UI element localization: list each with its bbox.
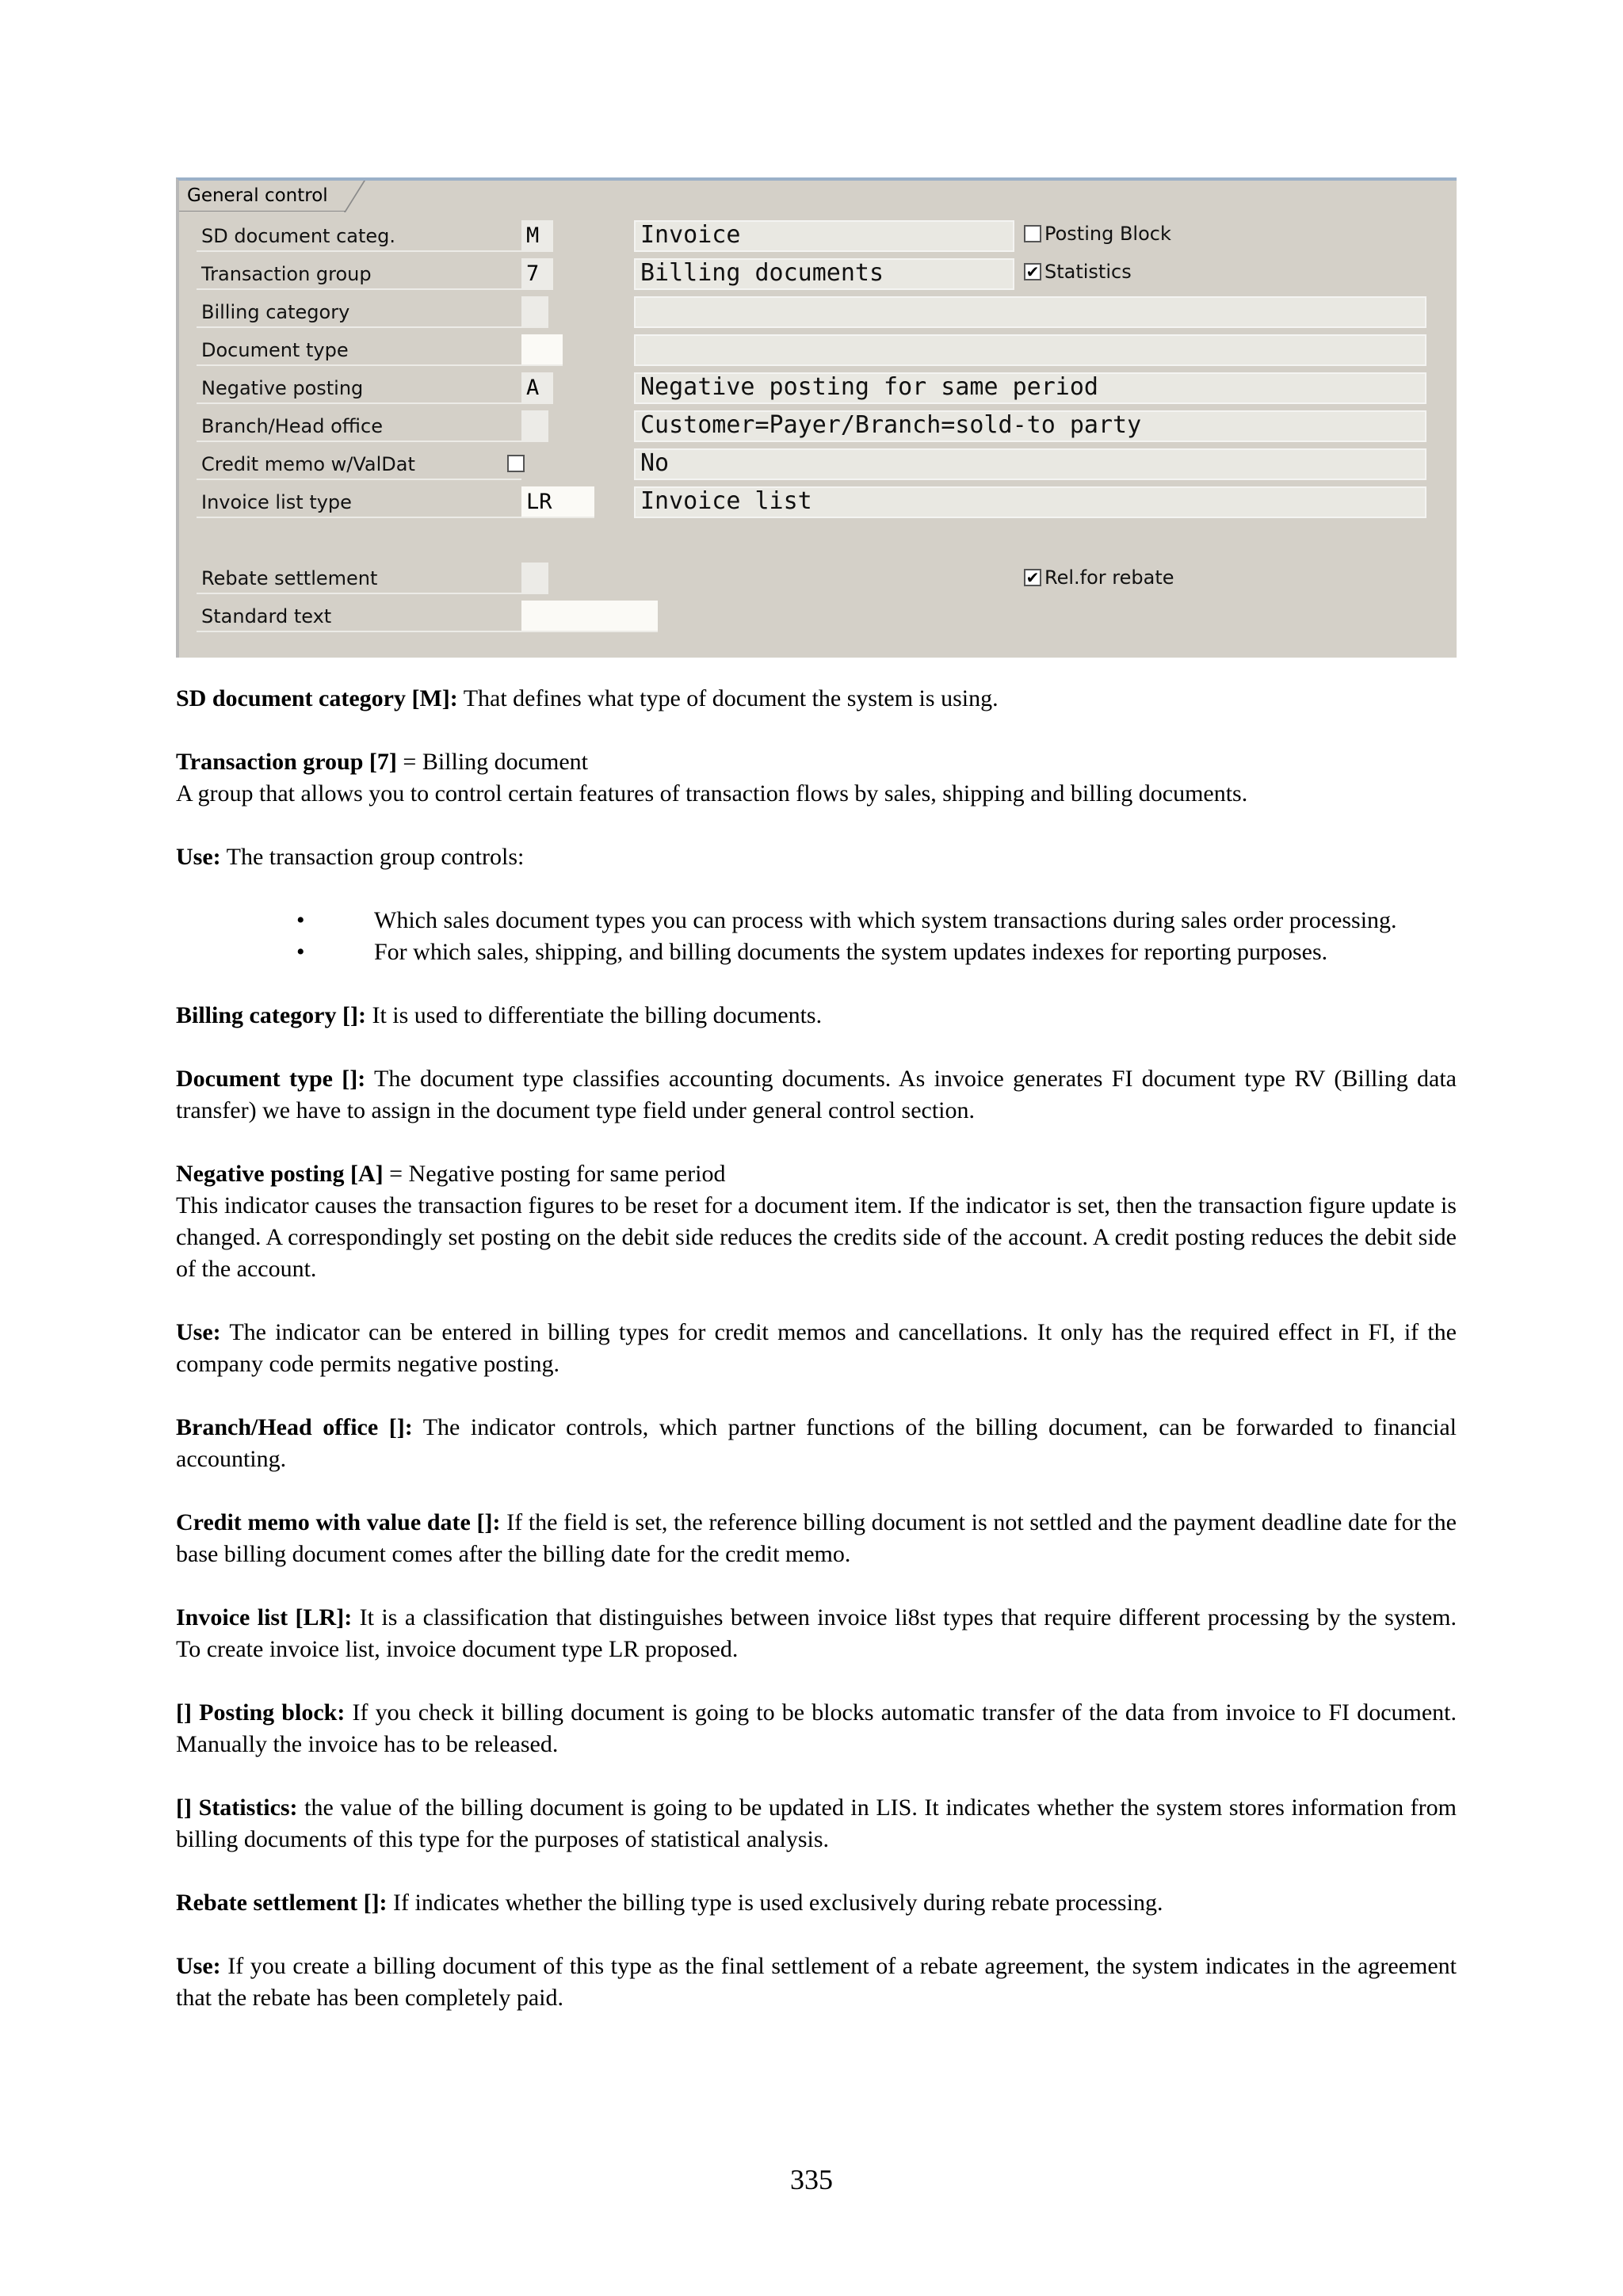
term: Transaction group [7] (176, 749, 397, 775)
term: [] Posting block: (176, 1699, 346, 1726)
term: Invoice list [LR]: (176, 1604, 353, 1630)
page-number: 335 (790, 2164, 833, 2195)
posting-block-checkbox[interactable] (1024, 225, 1041, 242)
rel-for-rebate-checkbox[interactable]: ✔ (1024, 569, 1041, 586)
term: Billing category []: (176, 1002, 366, 1028)
term: [] Statistics: (176, 1794, 298, 1821)
branch-head-office-input[interactable] (521, 410, 548, 442)
definition: The indicator controls, which partner functions of the billing document, can be forwarded to financial accounting. (176, 1414, 1457, 1472)
sd-document-category-input[interactable]: M (521, 220, 553, 252)
para-posting-block (176, 1697, 1457, 1760)
para-negative-posting (176, 1158, 1457, 1190)
term: Rebate settlement []: (176, 1890, 388, 1916)
para-sd-document-category (176, 683, 1457, 715)
billing-category-text (634, 296, 1426, 328)
para-rebate-settlement (176, 1887, 1457, 1919)
sd-document-category-text: Invoice (634, 220, 1014, 252)
definition: If indicates whether the billing type is used exclusively during rebate processing. (387, 1890, 1163, 1916)
term: Use: (176, 1953, 221, 1979)
para-document-type (176, 1063, 1457, 1127)
field-label: Transaction group (197, 258, 521, 290)
bullet-icon: • (296, 907, 305, 933)
standard-text-input[interactable] (521, 601, 658, 632)
field-label: Credit memo w/ValDat (197, 448, 521, 480)
document-type-input[interactable] (521, 334, 563, 366)
invoice-list-type-input[interactable]: LR (521, 486, 594, 518)
field-label: Negative posting (197, 372, 521, 404)
term: Negative posting [A] (176, 1161, 384, 1187)
term: Branch/Head office []: (176, 1414, 413, 1440)
para-use-rebate (176, 1951, 1457, 2014)
field-label: Branch/Head office (197, 410, 521, 442)
definition: The transaction group controls: (220, 844, 525, 870)
invoice-list-type-text: Invoice list (634, 486, 1426, 518)
para-branch-head-office (176, 1412, 1457, 1475)
definition: It is used to differentiate the billing documents. (365, 1002, 823, 1028)
list-item (176, 936, 1457, 968)
definition: If you create a billing document of this type as the final settlement of a rebate agreement, the system indicates in the agreement that the rebate has been completely paid. (176, 1953, 1457, 2011)
definition: That defines what type of document the system is using. (457, 685, 999, 711)
negative-posting-input[interactable]: A (521, 372, 553, 404)
para-use-transaction-group (176, 841, 1457, 873)
row-transaction-group (179, 255, 1457, 290)
row-rebate-settlement (179, 559, 1457, 594)
row-billing-category (179, 293, 1457, 328)
term: Document type []: (176, 1066, 366, 1092)
negative-posting-text: Negative posting for same period (634, 372, 1426, 404)
field-label: SD document categ. (197, 220, 521, 252)
transaction-group-text: Billing documents (634, 258, 1014, 290)
tab-general-control[interactable]: General control (187, 185, 328, 206)
term: Credit memo with value date []: (176, 1509, 501, 1535)
para-use-negative-posting (176, 1317, 1457, 1380)
field-label: Rebate settlement (197, 563, 521, 594)
definition: The indicator can be entered in billing types for credit memos and cancellations. It only has the required effect in FI, if the company code permits negative posting. (176, 1319, 1457, 1377)
row-negative-posting (179, 369, 1457, 404)
bullet-icon: • (296, 939, 305, 965)
para-negative-posting-desc: This indicator causes the transaction figures to be reset for a document item. If the indicator is set, then the transaction figure update is changed. A correspondingly set posting on the debit side reduces the credits side of the account. A credit posting reduces the debit side of the account. (176, 1192, 1457, 1282)
rel-for-rebate-label: Rel.for rebate (1044, 566, 1174, 589)
definition: = Billing document (396, 749, 588, 775)
para-transaction-group-desc: A group that allows you to control certain features of transaction flows by sales, shipping and billing documents. (176, 780, 1248, 807)
field-label: Standard text (197, 601, 521, 632)
list-item-text: For which sales, shipping, and billing documents the system updates indexes for reporting purposes. (374, 939, 1328, 965)
document-body (176, 683, 1457, 2046)
transaction-group-input[interactable]: 7 (521, 258, 553, 290)
para-credit-memo (176, 1507, 1457, 1570)
statistics-checkbox[interactable]: ✔ (1024, 263, 1041, 280)
list-item-text: Which sales document types you can process with which system transactions during sales order processing. (374, 907, 1397, 933)
statistics-label: Statistics (1044, 261, 1132, 283)
branch-head-office-text: Customer=Payer/Branch=sold-to party (634, 410, 1426, 442)
row-credit-memo-valdat (179, 445, 1457, 480)
row-branch-head-office (179, 407, 1457, 442)
field-label: Billing category (197, 296, 521, 328)
document-type-text (634, 334, 1426, 366)
billing-category-input[interactable] (521, 296, 548, 328)
list-item (176, 905, 1457, 936)
definition: It is a classification that distinguishes between invoice li8st types that require different processing by the system. To create invoice list, invoice document type LR proposed. (176, 1604, 1457, 1662)
definition: If you check it billing document is going to be blocks automatic transfer of the data from invoice to FI document. Manually the invoice has to be released. (176, 1699, 1457, 1757)
tab-underline (179, 211, 346, 212)
row-invoice-list-type (179, 483, 1457, 518)
definition: the value of the billing document is going to be updated in LIS. It indicates whether the system stores information from billing documents of this type for the purposes of statistical analysis. (176, 1794, 1457, 1852)
para-transaction-group (176, 746, 1457, 778)
term: Use: (176, 844, 221, 870)
definition: If the field is set, the reference billing document is not settled and the payment deadline date for the base billing document comes after the billing date for the credit memo. (176, 1509, 1457, 1567)
term: Use: (176, 1319, 221, 1345)
term: SD document category [M]: (176, 685, 458, 711)
para-statistics (176, 1792, 1457, 1855)
bullet-list (176, 905, 1457, 968)
rebate-settlement-input[interactable] (521, 563, 548, 594)
general-control-panel (176, 177, 1457, 658)
field-label: Document type (197, 334, 521, 366)
para-invoice-list (176, 1602, 1457, 1665)
definition: The document type classifies accounting documents. As invoice generates FI document type RV (Billing data transfer) we have to assign in the document type field under general control section. (176, 1066, 1457, 1123)
posting-block-label: Posting Block (1044, 223, 1171, 245)
row-sd-document-category (179, 217, 1457, 252)
credit-memo-text: No (634, 448, 1426, 480)
field-label: Invoice list type (197, 486, 521, 518)
row-standard-text (179, 597, 1457, 632)
para-billing-category (176, 1000, 1457, 1032)
definition: = Negative posting for same period (383, 1161, 726, 1187)
row-document-type (179, 331, 1457, 366)
credit-memo-checkbox[interactable] (507, 455, 525, 472)
